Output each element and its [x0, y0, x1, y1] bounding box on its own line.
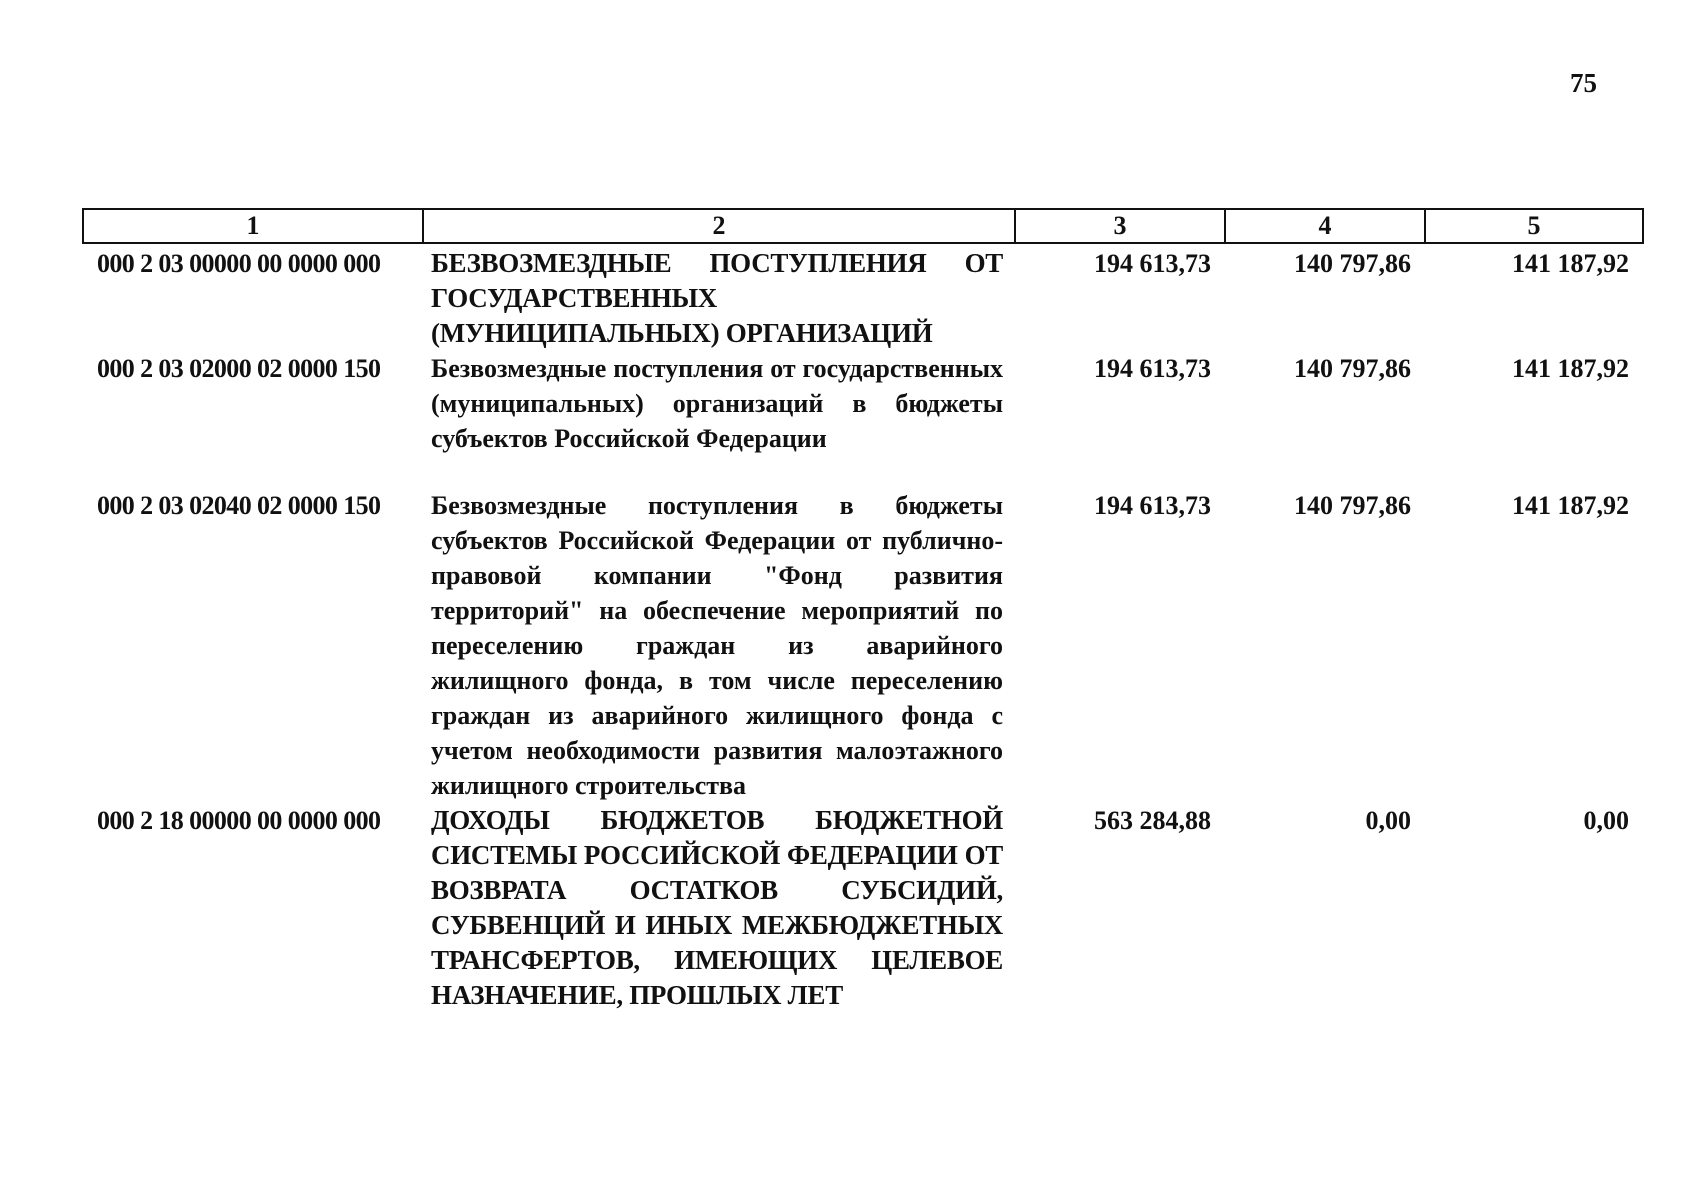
- row-name: ДОХОДЫ БЮДЖЕТОВ БЮДЖЕТНОЙ СИСТЕМЫ РОССИЙСКОЙ ФЕДЕРАЦИИ ОТ ВОЗВРАТА ОСТАТКОВ СУБСИДИЙ, СУБВЕНЦИЙ И ИНЫХ МЕЖБЮДЖЕТНЫХ ТРАНСФЕРТОВ, ИМЕЮЩИХ ЦЕЛЕВОЕ НАЗНАЧЕНИЕ, ПРОШЛЫХ ЛЕТ: [431, 805, 1003, 1010]
- header-col-3: 3: [1015, 209, 1225, 243]
- row-code: 000 2 18 00000 00 0000 000: [97, 806, 381, 835]
- row-name: Безвозмездные поступления от государственных (муниципальных) организаций в бюджеты субъектов Российской Федерации: [431, 354, 1003, 453]
- row-value-col4: 140 797,86: [1294, 249, 1411, 278]
- table-row: [83, 488, 1643, 803]
- row-value-col5: 141 187,92: [1512, 491, 1629, 520]
- row-code: 000 2 03 02000 02 0000 150: [97, 354, 381, 383]
- header-col-1: 1: [83, 209, 423, 243]
- header-row: [83, 209, 1643, 243]
- row-value-col3: 194 613,73: [1094, 491, 1211, 520]
- table-row: [83, 351, 1643, 488]
- row-value-col4: 140 797,86: [1294, 354, 1411, 383]
- row-value-col3: 563 284,88: [1094, 806, 1211, 835]
- header-col-5: 5: [1425, 209, 1643, 243]
- row-value-col5: 141 187,92: [1512, 249, 1629, 278]
- header-col-4: 4: [1225, 209, 1425, 243]
- header-col-2: 2: [423, 209, 1015, 243]
- row-value-col3: 194 613,73: [1094, 354, 1211, 383]
- table-row: [83, 803, 1643, 1013]
- row-value-col4: 0,00: [1365, 806, 1411, 835]
- row-value-col5: 141 187,92: [1512, 354, 1629, 383]
- row-value-col3: 194 613,73: [1094, 249, 1211, 278]
- table-row: [83, 243, 1643, 351]
- budget-table: [82, 208, 1644, 1013]
- row-value-col4: 140 797,86: [1294, 491, 1411, 520]
- row-value-col5: 0,00: [1583, 806, 1629, 835]
- row-name: БЕЗВОЗМЕЗДНЫЕ ПОСТУПЛЕНИЯ ОТ ГОСУДАРСТВЕННЫХ (МУНИЦИПАЛЬНЫХ) ОРГАНИЗАЦИЙ: [431, 248, 1003, 348]
- row-name: Безвозмездные поступления в бюджеты субъектов Российской Федерации от публично-правовой компании "Фонд развития территорий" на обеспечение мероприятий по переселению граждан из аварийного жилищного фонда, в том числе переселению граждан из аварийного жилищного фонда с учетом необходимости развития малоэтажного жилищного строительства: [431, 491, 1003, 800]
- row-code: 000 2 03 00000 00 0000 000: [97, 249, 381, 278]
- page-number: 75: [1570, 68, 1597, 98]
- row-code: 000 2 03 02040 02 0000 150: [97, 491, 381, 520]
